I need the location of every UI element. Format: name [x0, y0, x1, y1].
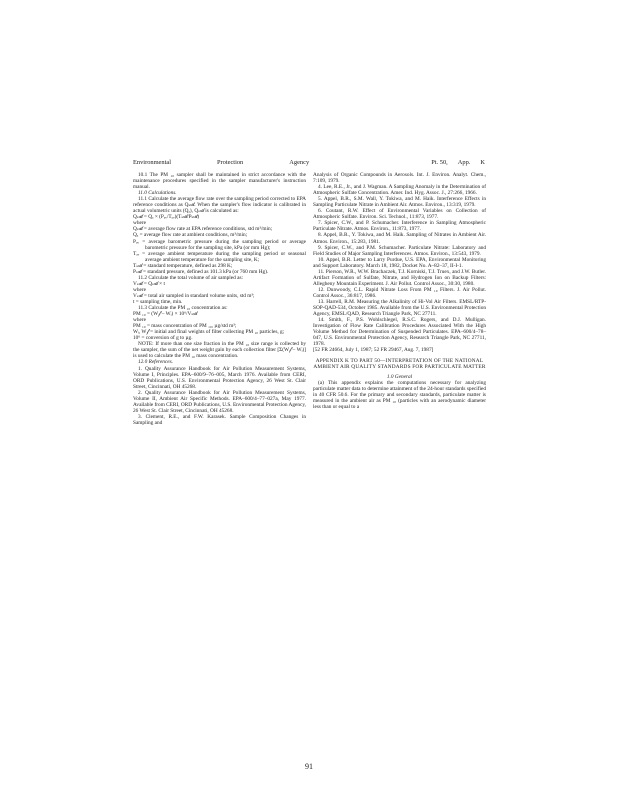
paragraph: 13. Harrell, R.M. Measuring the Alkalinity of Hi-Vol Air Filters. EMSL/RTP-SOP-QAD-534, October 1985. Available from the U.S. Environmental Protection Agency, EMSL/QAD, Research Triangle Park, NC 27711.: [313, 298, 488, 318]
paragraph: [52 FR 24664, July 1, 1987; 52 FR 29467, Aug. 7, 1987]: [313, 347, 434, 354]
paragraph: 11.0 Calculations.: [138, 190, 177, 197]
paragraph: Tₛₜ𝒹 = standard temperature, defined as 298 K;: [133, 262, 233, 269]
paragraph: 4. Lee, R.E., Jr., and J. Wagman. A Sampling Anomaly in the Determination of Atmospheric Sulfate Concentration. Amer. Ind. Hyg. Assoc. J., 27:266, 1966.: [313, 184, 488, 197]
paragraph: PM ₁₀ = (W𝒻 – Wᵢ) × 10⁶/Vₛₜ𝒹: [133, 311, 198, 318]
paragraph: 9. Spicer, C.W., and P.M. Schumacher. Particulate Nitrate: Laboratory and Field Studies of Major Sampling Interferences. Atmos. Environ., 13:543, 1979.: [313, 244, 488, 257]
header-word: Protection: [216, 159, 244, 166]
paragraph: 10.1 The PM ₁₀ sampler shall be maintained in strict accordance with the maintenance procedures specified in the sampler manufacturer's instruction manual.: [133, 172, 308, 191]
paragraph: NOTE: If more than one size fraction in the PM ₁₀ size range is collected by the sampler, the sum of the net weight gain by each collection filter [Σ(W𝒻 – Wᵢ)] is used to calculate the PM ₁₀ mass concentration.: [133, 341, 308, 360]
paragraph: Pₛₜ𝒹 = standard pressure, defined as 101.3 kPa (or 760 mm Hg).: [133, 268, 269, 275]
paragraph: Analysis of Organic Compounds in Aerosols. Int. J. Environ. Analyt. Chem., 7:109, 1979.: [313, 172, 488, 185]
paragraph: 5. Appel, B.R., S.M. Wall, Y. Tokiwa, and M. Haik. Interference Effects in Sampling Particulate Nitrate in Ambient Air. Atmos. Environ., 13:319, 1979.: [313, 196, 488, 209]
paragraph: 11.2 Calculate the total volume of air sampled as:: [138, 274, 243, 281]
paragraph: Wᵢ, W𝒻 = initial and final weights of filter collecting PM ₁₀ particles, g;: [133, 329, 285, 336]
paragraph: Qₛₜ𝒹 = average flow rate at EPA reference conditions, std m³/min;: [133, 226, 273, 233]
paragraph: Vₛₜ𝒹 = total air sampled in standard volume units, std m³;: [133, 292, 255, 299]
paragraph: Qₐ = average flow rate at ambient conditions, m³/min;: [133, 232, 248, 239]
paragraph: PM ₁₀ = mass concentration of PM ₁₀, µg/std m³;: [133, 323, 237, 330]
paragraph: where: [133, 286, 146, 293]
paragraph: 8. Appel, B.R., Y. Tokiwa, and M. Haik. Sampling of Nitrates in Ambient Air. Atmos. Environ., 15:283, 1981.: [313, 232, 488, 245]
header-word: Pt. 50,: [431, 159, 448, 166]
paragraph: Qₛₜ𝒹 = Qₐ × (Pₐᵥ/Tₐᵥ)(Tₛₜ𝒹/Pₛₜ𝒹): [133, 214, 200, 221]
header-word: App.: [457, 159, 471, 166]
paragraph: 2. Quality Assurance Handbook for Air Pollution Measurement Systems, Volume II, Ambient Air Specific Methods. EPA–600/4–77–027a, May 1977. Available from CERI, ORD Publications, U.S. Environmental Protection Agency, 26 West St. Clair Street, Cincinnati, OH 45268.: [133, 389, 308, 414]
running-header: [133, 158, 485, 167]
header-word: Agency: [289, 159, 310, 166]
paragraph: 1.0 General: [386, 373, 413, 380]
paragraph: 12. Dunwoody, C.L. Rapid Nitrate Loss From PM ₁₀ Filters. J. Air Pollut. Control Assoc., 36:817, 1986.: [313, 286, 488, 299]
paragraph: 12.0 References.: [138, 359, 173, 366]
paragraph: 14. Smith, F., P.S. Wohlschlegel, R.S.C. Rogers, and D.J. Mulligan. Investigation of Flow Rate Calibration Procedures Associated With the High Volume Method for Determination of Suspended Particulates. EPA–600/4–78–047, U.S. Environmental Protection Agency, Research Triangle Park, NC 27711, 1978.: [313, 317, 488, 348]
header-agency: [133, 159, 309, 166]
left-column: [133, 172, 306, 426]
paragraph: 10. Appel, B.R. Letter to Larry Purdue, U.S. EPA, Environmental Monitoring and Support Laboratory. March 18, 1982, Docket No. A–82–37, II-I-1.: [313, 256, 488, 269]
paragraph: Tₐᵥ = average ambient temperature during the sampling period or seasonal average ambient temperature for the sampling site, K;: [133, 250, 308, 263]
paragraph: t = sampling time, min.: [133, 298, 183, 305]
header-part: [431, 159, 485, 166]
paragraph: 11. Pierson, W.R., W.W. Brachaczek, T.J. Korniski, T.J. Truex, and J.W. Butler. Artifact Formation of Sulfate, Nitrate, and Hydrogen Ion on Backup Filters: Allegheny Mountain Experiment. J. Air Pollut. Control Assoc., 30:30, 1980.: [313, 268, 488, 287]
paragraph: 3. Clement, R.E., and F.W. Karasek. Sample Composition Changes in Sampling and: [133, 413, 308, 426]
paragraph: 7. Spicer, C.W., and P. Schumacher. Interference in Sampling Atmospheric Particulate Nitrate. Atmos. Environ., 11:873, 1977.: [313, 220, 488, 233]
paragraph: Vₛₜ𝒹 = Qₛₜ𝒹 × t: [133, 280, 165, 287]
paragraph: 1. Quality Assurance Handbook for Air Pollution Measurement Systems, Volume I, Principles. EPA–600/9–76–005, March 1976. Available from CERI, ORD Publications, U.S. Environmental Protection Agency, 26 West St. Clair Street, Cincinnati, OH 45268.: [133, 365, 308, 390]
paragraph: (a) This appendix explains the computations necessary for analyzing particulate matter data to determine attainment of the 24-hour standards specified in 40 CFR 50.6. For the primary and secondary standards, particulate matter is measured in the ambient air as PM ₁₀ (particles with an aerodynamic diameter less than or equal to a: [313, 379, 488, 410]
paragraph: APPENDIX K TO PART 50—INTERPRETATION OF THE NATIONAL AMBIENT AIR QUALITY STANDARDS FOR PARTICULATE MATTER: [313, 358, 486, 371]
paragraph: Pₐᵥ = average barometric pressure during the sampling period or average barometric pressure for the sampling site, kPa (or mm Hg);: [133, 238, 308, 251]
right-column: [313, 172, 486, 410]
paragraph: 11.3 Calculate the PM ₁₀ concentration as:: [138, 305, 228, 312]
header-word: Environmental: [133, 159, 171, 166]
paragraph: 10⁶ = conversion of g to µg.: [133, 335, 193, 342]
paragraph: 6. Coutant, R.W. Effect of Environmental Variables on Collection of Atmospheric Sulfate. Environ. Sci. Technol., 11:873, 1977.: [313, 208, 488, 221]
paragraph: 11.1 Calculate the average flow rate over the sampling period corrected to EPA reference conditions as Qₛₜ𝒹. When the sampler's flow indicator is calibrated in actual volumetric units (Qₐ), Qₛₜ𝒹 is calculated as:: [133, 196, 308, 215]
page-number: 91: [305, 762, 313, 771]
paragraph: where: [133, 317, 146, 324]
paragraph: where: [133, 220, 146, 227]
header-word: K: [480, 159, 485, 166]
